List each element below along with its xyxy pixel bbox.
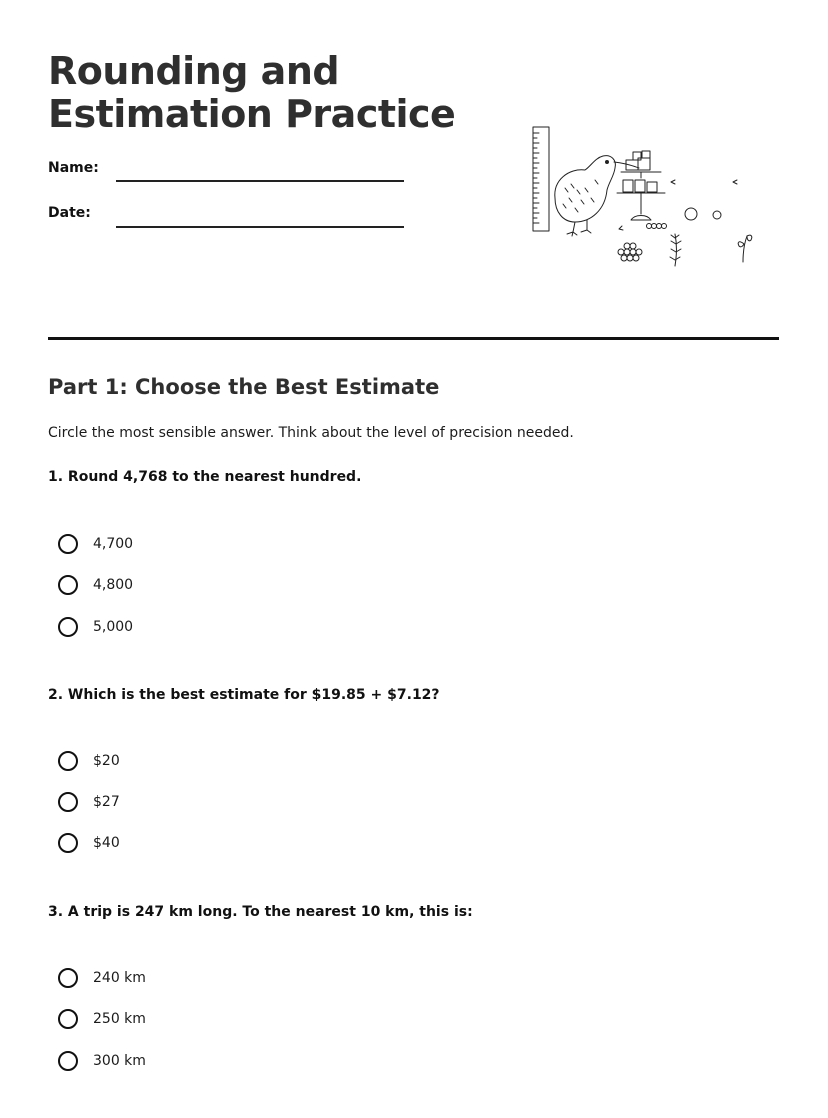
question-3-option-2[interactable] [58,1007,146,1031]
ruler-icon [533,127,549,231]
kiwi-illustration [525,118,765,270]
option-label: $40 [93,835,120,851]
berry-icon [713,211,721,219]
option-label: 250 km [93,1011,146,1027]
radio-circle-icon[interactable] [58,833,78,853]
option-label: 5,000 [93,619,134,635]
date-label: Date: [48,205,91,221]
date-field[interactable] [116,226,404,228]
part-1-instructions: Circle the most sensible answer. Think about the level of precision needed. [48,425,574,441]
option-label: $27 [93,794,120,810]
question-2-option-2[interactable] [58,790,120,814]
question-3-option-1[interactable] [58,966,146,990]
question-3-option-3[interactable] [58,1049,146,1073]
question-1-prompt: 1. Round 4,768 to the nearest hundred. [48,469,362,485]
arrow-mark [619,226,623,230]
option-label: 300 km [93,1053,146,1069]
question-1-option-2[interactable] [58,573,133,597]
radio-circle-icon[interactable] [58,1009,78,1029]
question-2-option-1[interactable] [58,749,120,773]
radio-circle-icon[interactable] [58,534,78,554]
option-label: 240 km [93,970,146,986]
title-line-1: Rounding and [48,49,340,93]
question-2-option-3[interactable] [58,831,120,855]
option-label: 4,800 [93,577,134,593]
part-1-heading: Part 1: Choose the Best Estimate [48,375,440,399]
radio-circle-icon[interactable] [58,751,78,771]
radio-circle-icon[interactable] [58,792,78,812]
question-1-option-1[interactable] [58,532,133,556]
arrow-mark [733,180,737,184]
cake-stand-icon [617,151,665,220]
radio-circle-icon[interactable] [58,1051,78,1071]
berry-icon [685,208,697,220]
name-label: Name: [48,160,99,176]
sprout-icon [738,235,752,262]
fern-icon [670,234,681,266]
radio-circle-icon[interactable] [58,968,78,988]
name-field[interactable] [116,180,404,182]
question-2-prompt: 2. Which is the best estimate for $19.85 + $7.12? [48,687,440,703]
option-label: 4,700 [93,536,134,552]
arrow-mark [671,180,675,184]
section-divider [48,337,779,340]
radio-circle-icon[interactable] [58,575,78,595]
question-3-prompt: 3. A trip is 247 km long. To the nearest 10 km, this is: [48,904,473,920]
option-label: $20 [93,753,120,769]
grapes-icon [618,243,642,261]
berry-cluster-icon [647,224,667,229]
worksheet-title [48,50,455,136]
title-line-2: Estimation Practice [48,92,456,136]
question-1-option-3[interactable] [58,615,133,639]
radio-circle-icon[interactable] [58,617,78,637]
